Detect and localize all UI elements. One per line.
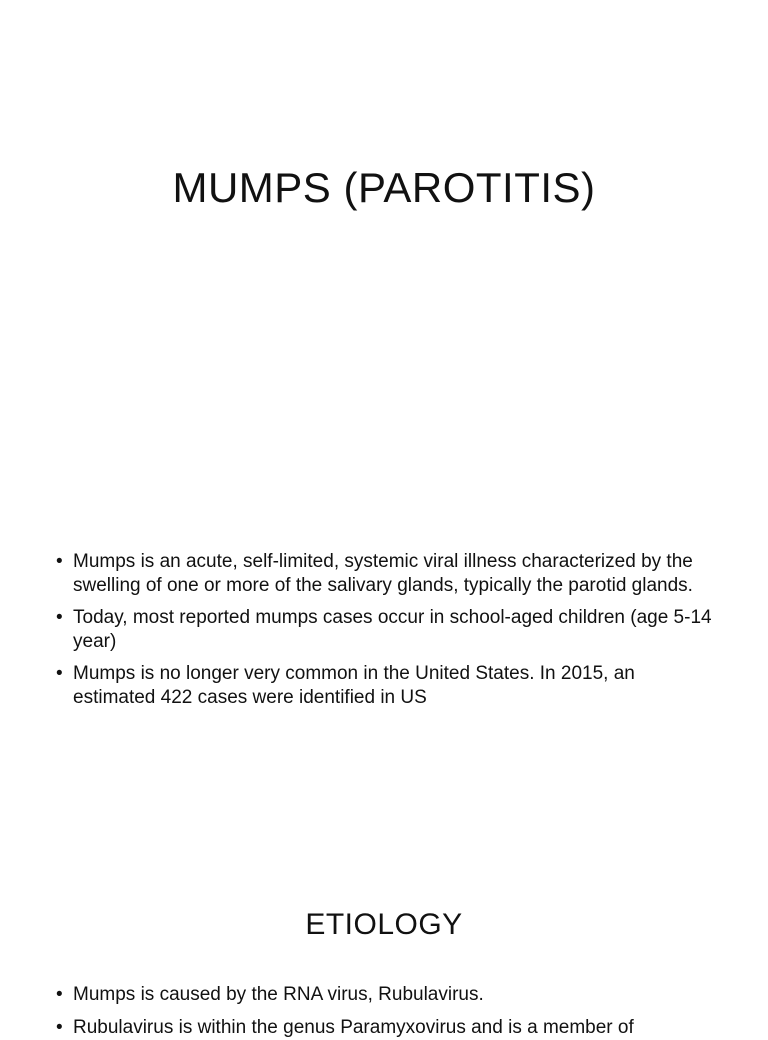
bullet-text: Mumps is caused by the RNA virus, Rubulavirus. <box>73 984 484 1005</box>
bullet-item <box>56 1016 756 1040</box>
bullet-text: Mumps is an acute, self-limited, systemic viral illness characterized by the swelling of one or more of the salivary glands, typically the parotid glands. <box>73 551 693 596</box>
bullet-text: Today, most reported mumps cases occur in school-aged children (age 5-14 year) <box>73 607 712 652</box>
slide-title-etiology: ETIOLOGY <box>305 908 463 941</box>
bullet-text: Mumps is no longer very common in the United States. In 2015, an estimated 422 cases were identified in US <box>73 663 635 708</box>
clipped-bullet-line <box>56 1016 696 1038</box>
bullet-list-etiology <box>56 983 716 1015</box>
bullet-item <box>56 983 716 1007</box>
bullet-icon: • <box>56 663 63 684</box>
bullet-icon: • <box>56 551 63 572</box>
bullet-text: Rubulavirus is within the genus Paramyxovirus and is a member of <box>73 1017 634 1038</box>
bullet-item <box>56 550 716 598</box>
bullet-icon: • <box>56 1017 63 1038</box>
bullet-icon: • <box>56 607 63 628</box>
slide-title-mumps: MUMPS (PAROTITIS) <box>172 164 596 211</box>
bullet-list-etiology-continued <box>56 1016 756 1040</box>
bullet-icon: • <box>56 984 63 1005</box>
bullet-list-overview <box>56 550 716 718</box>
bullet-item <box>56 662 716 710</box>
bullet-item <box>56 606 716 654</box>
